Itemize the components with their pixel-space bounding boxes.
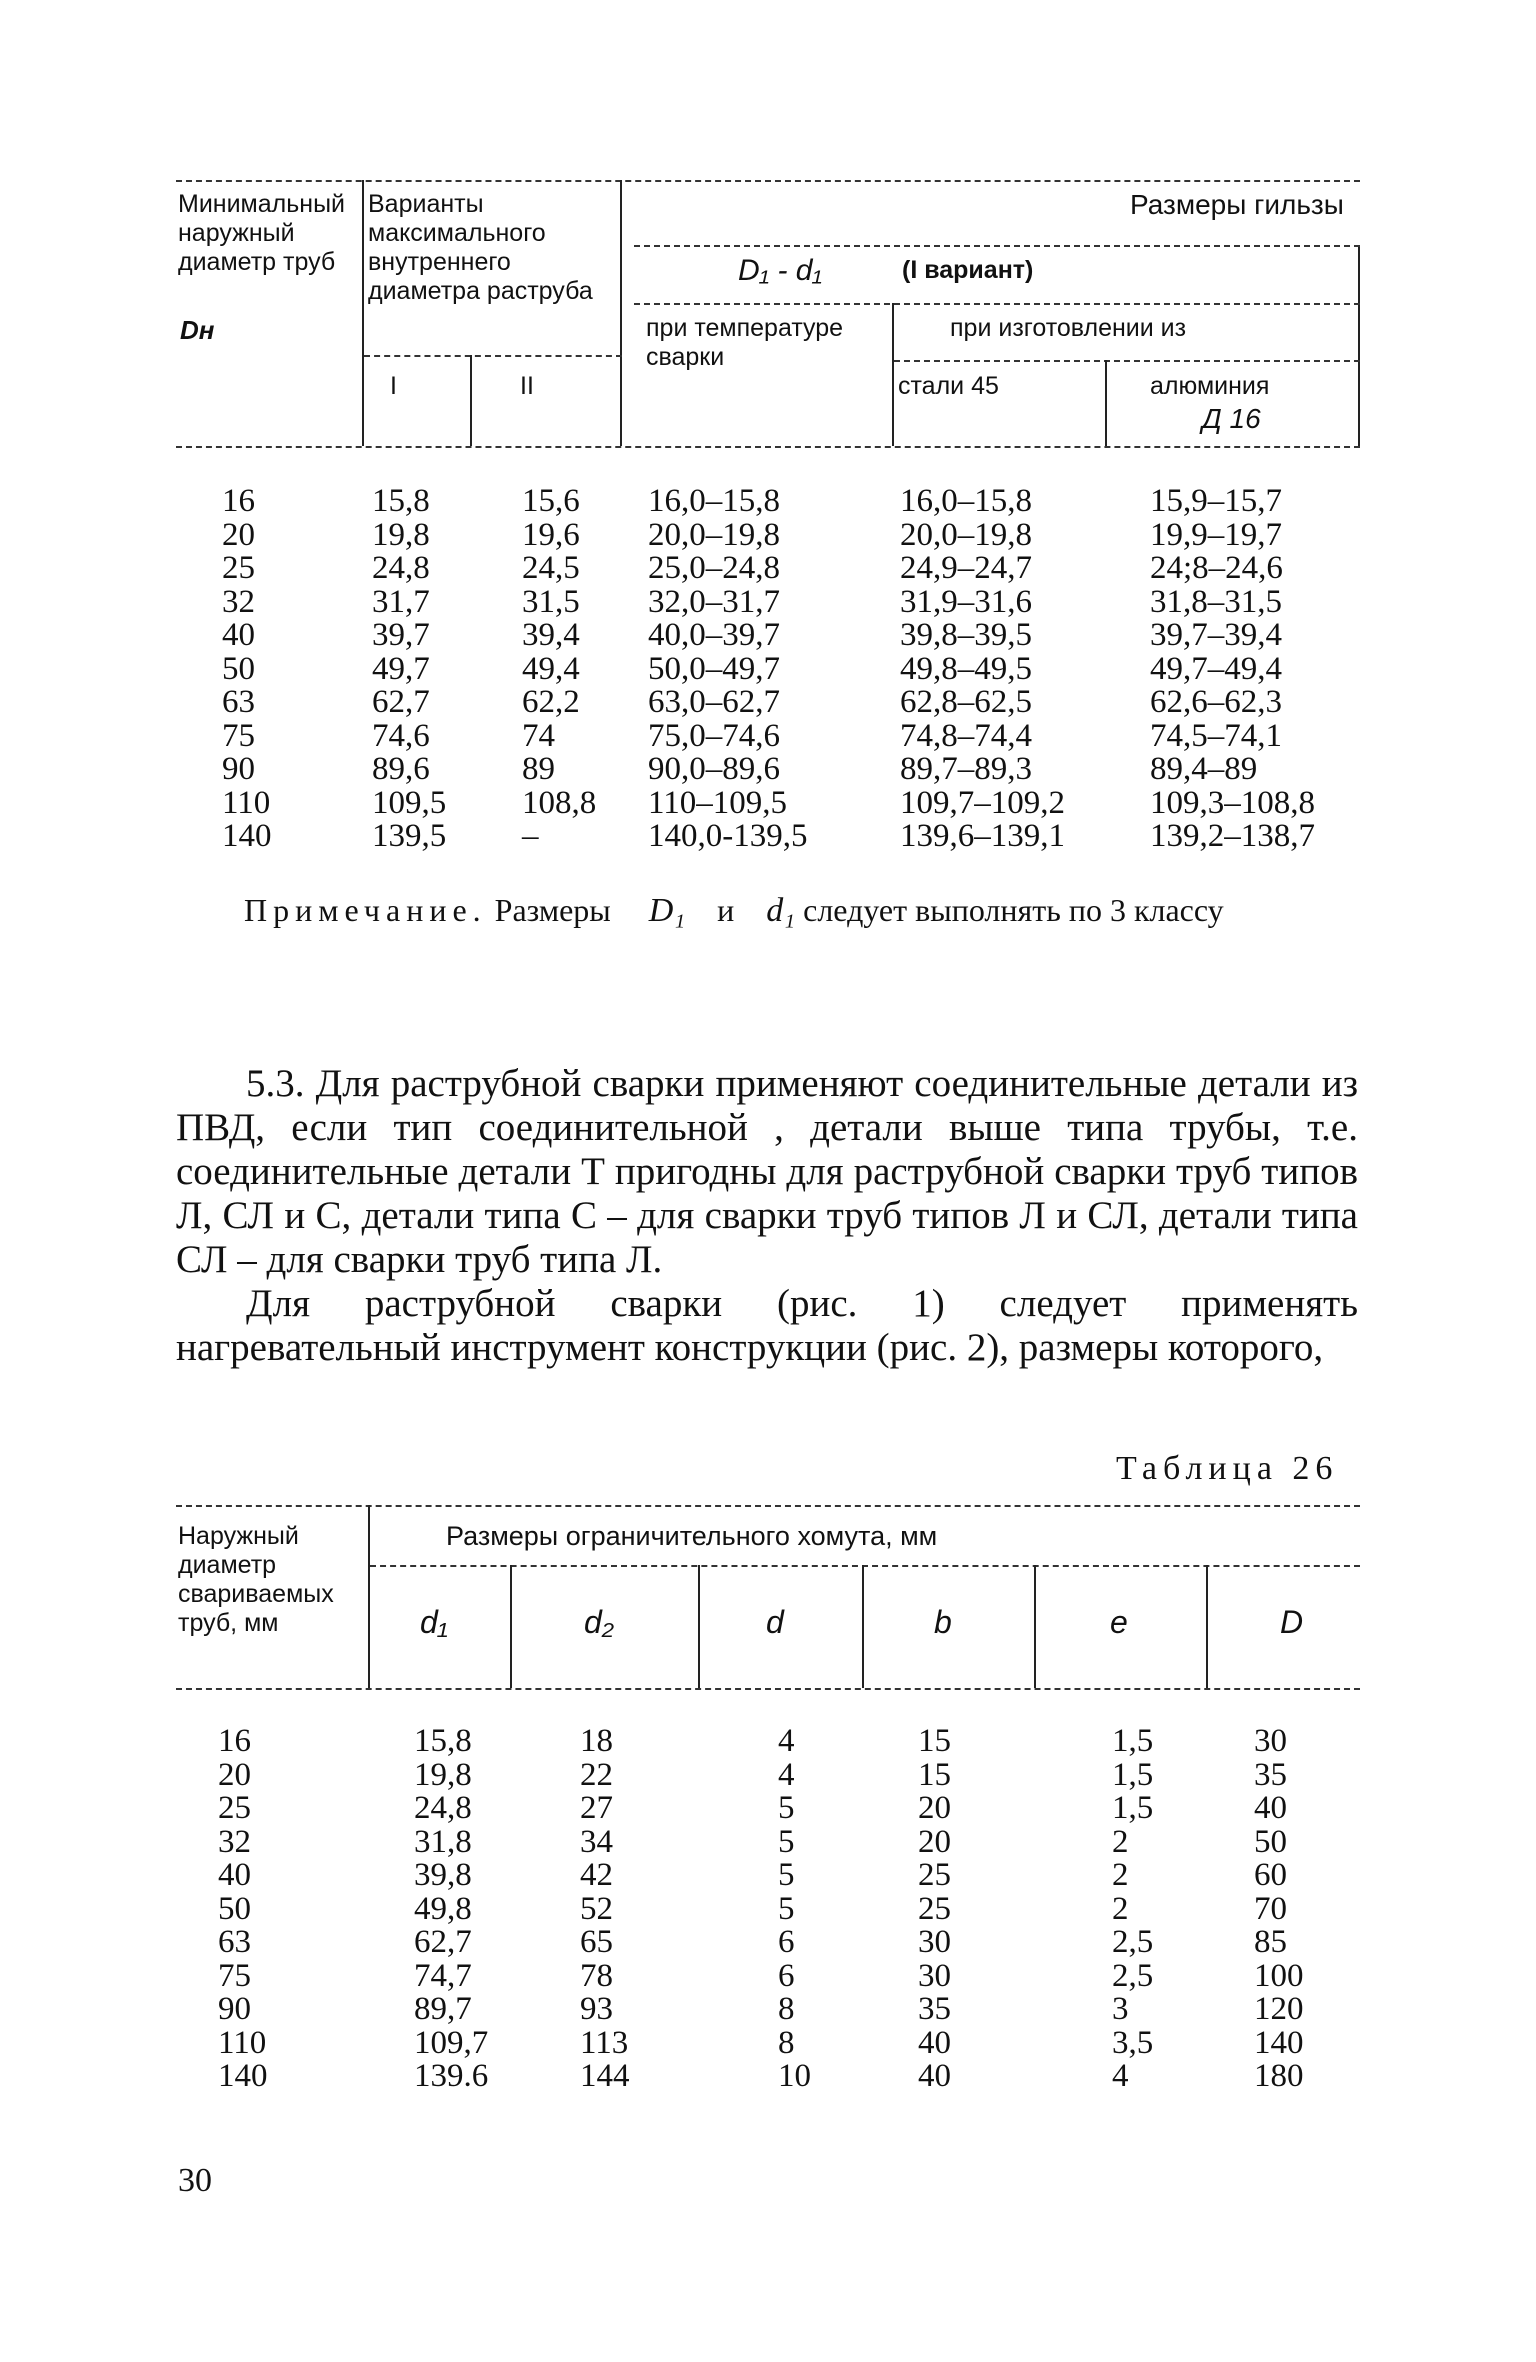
table-row: 20 19,8 19,6 20,0–19,8 20,0–19,8 19,9–19,7 — [222, 516, 1282, 553]
table-row: 140 139,5 – 140,0-139,5 139,6–139,1 139,2–138,7 — [222, 818, 1315, 854]
variant-1-header: I — [390, 372, 397, 400]
note-text-1: Размеры — [494, 892, 611, 928]
welding-temp-header: при температуре сварки — [646, 314, 844, 371]
note-text-2: следует выполнять по 3 классу — [803, 892, 1224, 928]
table-row: 40 39,7 39,4 40,0–39,7 39,8–39,5 39,7–39,4 — [222, 617, 1282, 653]
variant-note: (I вариант) — [902, 256, 1034, 284]
table-2-body — [0, 1724, 1536, 2104]
table-row: 75 74,6 74 75,0–74,6 74,8–74,4 74,5–74,1 — [222, 717, 1282, 754]
column-header-diameter: Минимальный наружный диаметр труб — [178, 190, 346, 276]
table-1-body — [0, 484, 1536, 864]
note-and: и — [717, 892, 735, 928]
table-row: 32 31,8 34 5 20 2 50 — [218, 1823, 1287, 1860]
table-row: 50 49,7 49,4 50,0–49,7 49,8–49,5 49,7–49,4 — [222, 650, 1282, 687]
table-row: 75 74,7 78 6 30 2,5 100 — [218, 1957, 1304, 1994]
paragraph-5-3: 5.3. Для раструбной сварки применяют соединительные детали из ПВД, если тип соединительной , детали выше типа трубы, т.е. соединительные детали Т пригодны для раструбной сварки труб типов Л, СЛ и С, детали типа С – для сварки труб типов Л и СЛ, детали типа СЛ – для сварки труб типа Л. — [176, 1062, 1358, 1281]
table-row: 90 89,6 89 90,0–89,6 89,7–89,3 89,4–89 — [222, 751, 1258, 787]
column-header-outer-diameter: Наружный диаметр свариваемых труб, мм — [178, 1522, 334, 1637]
header-d1: d₁ — [420, 1604, 448, 1640]
table-1-note — [244, 892, 1224, 930]
table-row: 40 39,8 42 5 25 2 60 — [218, 1857, 1287, 1893]
table-row: 63 62,7 65 6 30 2,5 85 — [218, 1924, 1287, 1960]
table-row: 32 31,7 31,5 32,0–31,7 31,9–31,6 31,8–31,5 — [222, 583, 1282, 620]
clamp-sizes-header: Размеры ограничительного хомута, мм — [446, 1521, 938, 1551]
table-row: 25 24,8 24,5 25,0–24,8 24,9–24,7 24;8–24,6 — [222, 550, 1283, 586]
table-row: 63 62,7 62,2 63,0–62,7 62,8–62,5 62,6–62,3 — [222, 684, 1282, 720]
symbol-dn: Dн — [180, 315, 215, 345]
aluminium-grade: Д 16 — [1202, 403, 1261, 434]
table-row: 20 19,8 22 4 15 1,5 35 — [218, 1756, 1287, 1793]
paragraph-heating-tool: Для раструбной сварки (рис. 1) следует применять нагревательный инструмент конструкции (рис. 2), размеры которого, — [176, 1282, 1358, 1369]
table-row: 16 15,8 15,6 16,0–15,8 16,0–15,8 15,9–15,7 — [222, 483, 1282, 519]
steel-header: стали 45 — [898, 372, 999, 400]
column-header-variants: Варианты максимального внутреннего диаметра раструба — [368, 190, 593, 305]
sleeve-sizes-header: Размеры гильзы — [1130, 189, 1344, 220]
page-number: 30 — [178, 2162, 212, 2199]
header-e: e — [1110, 1604, 1128, 1640]
variant-2-header: II — [520, 372, 534, 400]
note-symbol-2: d₁ — [766, 892, 796, 929]
made-from-header: при изготовлении из — [950, 314, 1187, 342]
table-row: 25 24,8 27 5 20 1,5 40 — [218, 1790, 1287, 1826]
table-26-caption: Таблица 26 — [1116, 1450, 1339, 1487]
note-symbol-1: D₁ — [648, 892, 686, 929]
table-row: 90 89,7 93 8 35 3 120 — [218, 1991, 1304, 2027]
header-b: b — [934, 1604, 952, 1640]
note-label: Примечание. — [244, 892, 487, 928]
table-row: 50 49,8 52 5 25 2 70 — [218, 1890, 1287, 1927]
d-formula: D₁ - d₁ — [738, 254, 822, 287]
table-row: 110 109,5 108,8 110–109,5 109,7–109,2 109,3–108,8 — [222, 784, 1315, 821]
header-d: d — [766, 1604, 784, 1640]
header-D: D — [1280, 1604, 1304, 1640]
table-row: 140 139.6 144 10 40 4 180 — [218, 2058, 1304, 2094]
aluminium-header: алюминия — [1150, 372, 1270, 400]
header-d2: d₂ — [584, 1604, 614, 1640]
table-row: 16 15,8 18 4 15 1,5 30 — [218, 1723, 1287, 1759]
table-row: 110 109,7 113 8 40 3,5 140 — [218, 2024, 1304, 2061]
